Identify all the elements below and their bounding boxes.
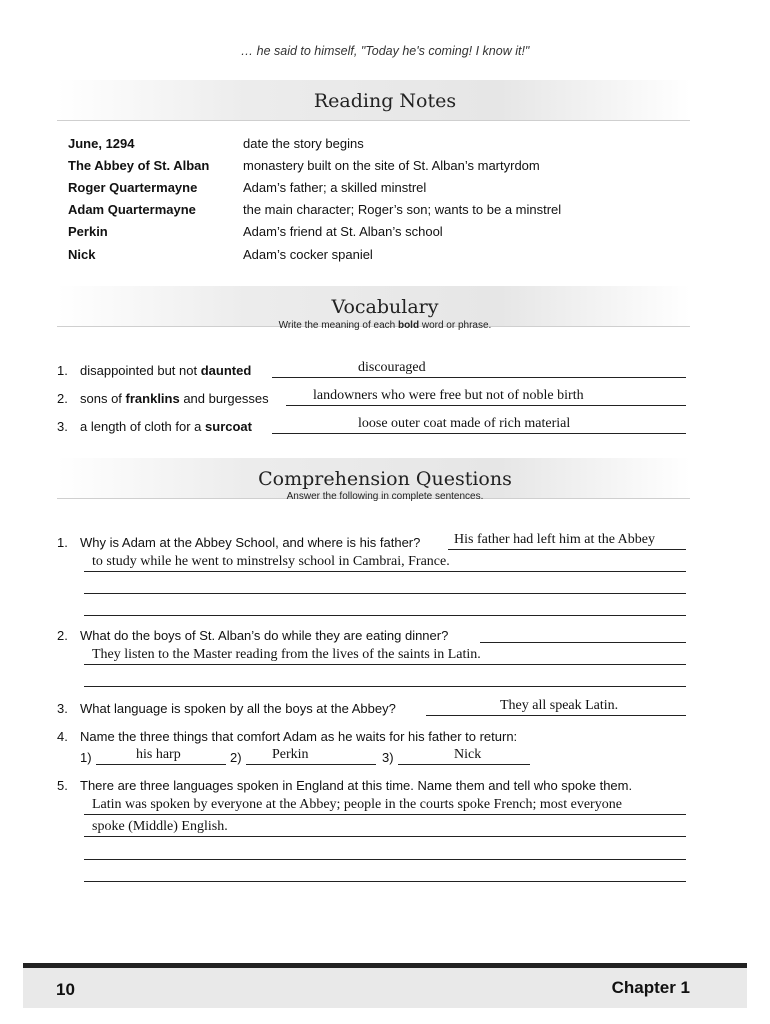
answer-line[interactable] [84,859,686,860]
list-label: 3) [382,750,394,765]
answer-text: Perkin [272,747,309,762]
answer-line[interactable] [96,764,226,765]
answer-line[interactable] [398,764,530,765]
list-label: 1) [80,750,92,765]
note-term: Nick [68,247,96,262]
item-number: 3. [57,419,68,434]
vocab-prompt: a length of cloth for a surcoat [80,419,252,434]
answer-line[interactable] [84,881,686,882]
note-term: Roger Quartermayne [68,180,198,195]
page-number: 10 [56,980,75,999]
answer-line[interactable] [272,433,686,434]
answer-text: Latin was spoken by everyone at the Abbey; people in the courts spoke French; most everyone [92,797,622,812]
question-number: 1. [57,535,68,550]
answer-text: They listen to the Master reading from the lives of the saints in Latin. [92,647,481,662]
comprehension-instructions: Answer the following in complete sentences. [286,491,484,502]
question-number: 5. [57,778,68,793]
answer-text: his harp [136,747,181,762]
question-text: Name the three things that comfort Adam as he waits for his father to return: [80,729,518,744]
vocab-prompt: disappointed but not daunted [80,363,252,378]
vocabulary-instructions: Write the meaning of each bold word or phrase. [278,320,492,331]
note-term: Adam Quartermayne [68,202,196,217]
answer-line[interactable] [84,664,686,665]
answer-line[interactable] [84,814,686,815]
question-number: 3. [57,701,68,716]
vocab-answer: discouraged [358,360,426,375]
reading-notes-title: Reading Notes [313,90,457,112]
answer-text: spoke (Middle) English. [92,819,228,834]
question-text: Why is Adam at the Abbey School, and where is his father? [80,535,421,550]
note-definition: Adam’s cocker spaniel [243,247,373,262]
note-term: The Abbey of St. Alban [68,158,210,173]
item-number: 2. [57,391,68,406]
question-number: 4. [57,729,68,744]
note-definition: the main character; Roger’s son; wants to be a minstrel [243,202,562,217]
header-quote: … he said to himself, "Today he's coming! I know it!" [240,44,530,58]
answer-line[interactable] [84,836,686,837]
answer-line[interactable] [480,642,686,643]
list-label: 2) [230,750,242,765]
answer-line[interactable] [84,686,686,687]
question-text: What language is spoken by all the boys at the Abbey? [80,701,396,716]
answer-line[interactable] [286,405,686,406]
note-definition: Adam’s friend at St. Alban’s school [243,224,443,239]
answer-line[interactable] [272,377,686,378]
answer-line[interactable] [426,715,686,716]
answer-line[interactable] [84,593,686,594]
answer-line[interactable] [84,615,686,616]
comprehension-title: Comprehension Questions [258,468,512,490]
question-text: What do the boys of St. Alban’s do while they are eating dinner? [80,628,449,643]
vocab-answer: landowners who were free but not of noble birth [313,388,584,403]
item-number: 1. [57,363,68,378]
note-term: June, 1294 [68,136,135,151]
vocabulary-title: Vocabulary [331,296,439,318]
answer-line[interactable] [448,549,686,550]
note-definition: monastery built on the site of St. Alban’s martyrdom [243,158,540,173]
note-term: Perkin [68,224,108,239]
chapter-label: Chapter 1 [611,978,690,997]
answer-text: His father had left him at the Abbey [454,532,655,547]
question-text: There are three languages spoken in England at this time. Name them and tell who spoke them. [80,778,633,793]
vocab-answer: loose outer coat made of rich material [358,416,571,431]
answer-line[interactable] [246,764,376,765]
question-number: 2. [57,628,68,643]
note-definition: Adam’s father; a skilled minstrel [243,180,427,195]
answer-text: Nick [454,747,482,762]
note-definition: date the story begins [243,136,364,151]
answer-text: They all speak Latin. [500,698,619,713]
answer-text: to study while he went to minstrelsy school in Cambrai, France. [92,554,450,569]
answer-line[interactable] [84,571,686,572]
vocab-prompt: sons of franklins and burgesses [80,391,269,406]
